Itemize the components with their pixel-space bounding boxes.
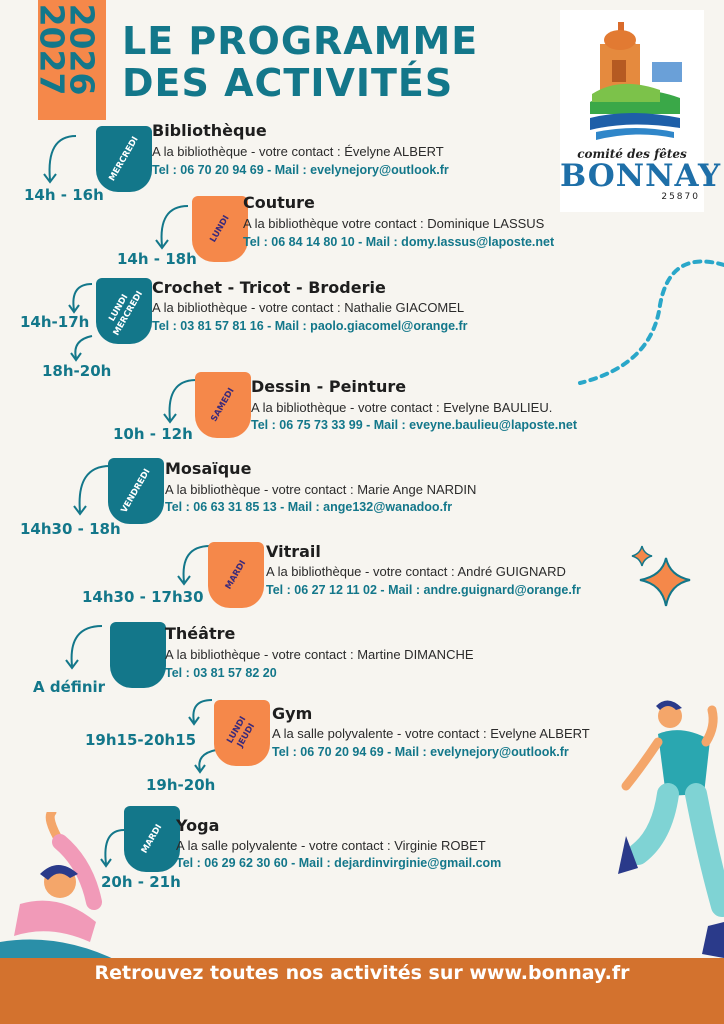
day-label: MARDI [139,822,164,856]
activity-contact: Tel : 06 27 12 11 02 - Mail : andre.guignard@orange.fr [266,583,581,597]
sparkle-icon [626,540,696,610]
activity-time: 14h-17h [20,313,90,331]
activity-time-second: 18h-20h [42,362,112,380]
day-cup [195,372,251,438]
day-label: MARDI [223,558,248,592]
activity-contact: Tel : 06 70 20 94 69 - Mail : evelynejory@outlook.fr [272,745,569,759]
activity-contact: Tel : 06 70 20 94 69 - Mail : evelynejory@outlook.fr [152,163,449,177]
day-cup [110,622,166,688]
day-label: MERCREDI [106,134,141,183]
page-title: LE PROGRAMME DES ACTIVITÉS [122,19,479,105]
day-cup [96,126,152,192]
footer-text: Retrouvez toutes nos activités sur www.bonnay.fr [94,962,630,984]
activity-time: 10h - 12h [113,425,193,443]
activity-contact: Tel : 03 81 57 81 16 - Mail : paolo.giacomel@orange.fr [152,319,468,333]
activity-name: Théâtre [165,624,236,643]
activity-name: Couture [243,193,315,212]
activity-name: Mosaïque [165,459,252,478]
activity-description: A la salle polyvalente - votre contact : Evelyne ALBERT [272,726,590,741]
dancer-illustration-icon [612,696,724,958]
activity-description: A la bibliothèque - votre contact : Marie Ange NARDIN [165,482,477,497]
day-cup [214,700,270,766]
activity-contact: Tel : 06 75 73 33 99 - Mail : eveyne.baulieu@laposte.net [251,418,577,432]
activity-description: A la bibliothèque - votre contact : Martine DIMANCHE [165,647,474,662]
activity-contact: Tel : 06 29 62 30 60 - Mail : dejardinvirginie@gmail.com [176,856,502,870]
activity-time: 14h30 - 18h [20,520,121,538]
activity-description: A la bibliothèque votre contact : Dominique LASSUS [243,216,545,231]
activity-name: Yoga [176,816,220,835]
activity-description: A la salle polyvalente - votre contact : Virginie ROBET [176,838,486,853]
day-cup [192,196,248,262]
village-illustration-icon [560,10,704,150]
year-label [32,0,106,120]
activity-time: 14h - 18h [117,250,197,268]
activity-time: A définir [33,678,106,696]
activity-contact: Tel : 06 63 31 85 13 - Mail : ange132@wanadoo.fr [165,500,453,514]
activity-name: Gym [272,704,313,723]
curved-arrow-icon [40,128,80,192]
logo-name: BONNAY [560,158,722,194]
activity-name: Bibliothèque [152,121,267,140]
activity-time: 14h30 - 17h30 [82,588,204,606]
activity-description: A la bibliothèque - votre contact : Evelyne BAULIEU. [251,400,553,415]
day-cup [208,542,264,608]
activity-description: A la bibliothèque - votre contact : Évelyne ALBERT [152,144,444,159]
activity-description: A la bibliothèque - votre contact : André GUIGNARD [266,564,566,579]
activity-name: Dessin - Peinture [251,377,407,396]
day-label: LUNDI JEUDI [225,714,258,750]
activity-time: 20h - 21h [101,873,181,891]
dashed-curve-decoration [560,255,724,405]
logo-subtitle: comité des fêtes [577,147,687,161]
logo-zip: 25870 [661,192,700,202]
day-label: LUNDI MERCREDI [107,289,146,338]
day-label: VENDREDI [118,466,153,515]
activity-name: Crochet - Tricot - Broderie [152,278,386,297]
year-start: 2026 [62,3,102,96]
day-label: LUNDI [207,213,232,244]
activity-description: A la bibliothèque - votre contact : Nathalie GIACOMEL [152,300,465,315]
year-end: 2027 [32,3,72,96]
activity-time: 19h15-20h15 [85,731,197,749]
curved-arrow-icon [62,620,106,676]
activity-name: Vitrail [266,542,321,561]
activity-time: 14h - 16h [24,186,104,204]
day-cup [96,278,152,344]
day-label: SAMEDI [208,386,237,424]
activity-contact: Tel : 03 81 57 82 20 [165,666,277,680]
activity-contact: Tel : 06 84 14 80 10 - Mail : domy.lassus@laposte.net [243,235,555,249]
day-cup [108,458,164,524]
activity-time-second: 19h-20h [146,776,216,794]
